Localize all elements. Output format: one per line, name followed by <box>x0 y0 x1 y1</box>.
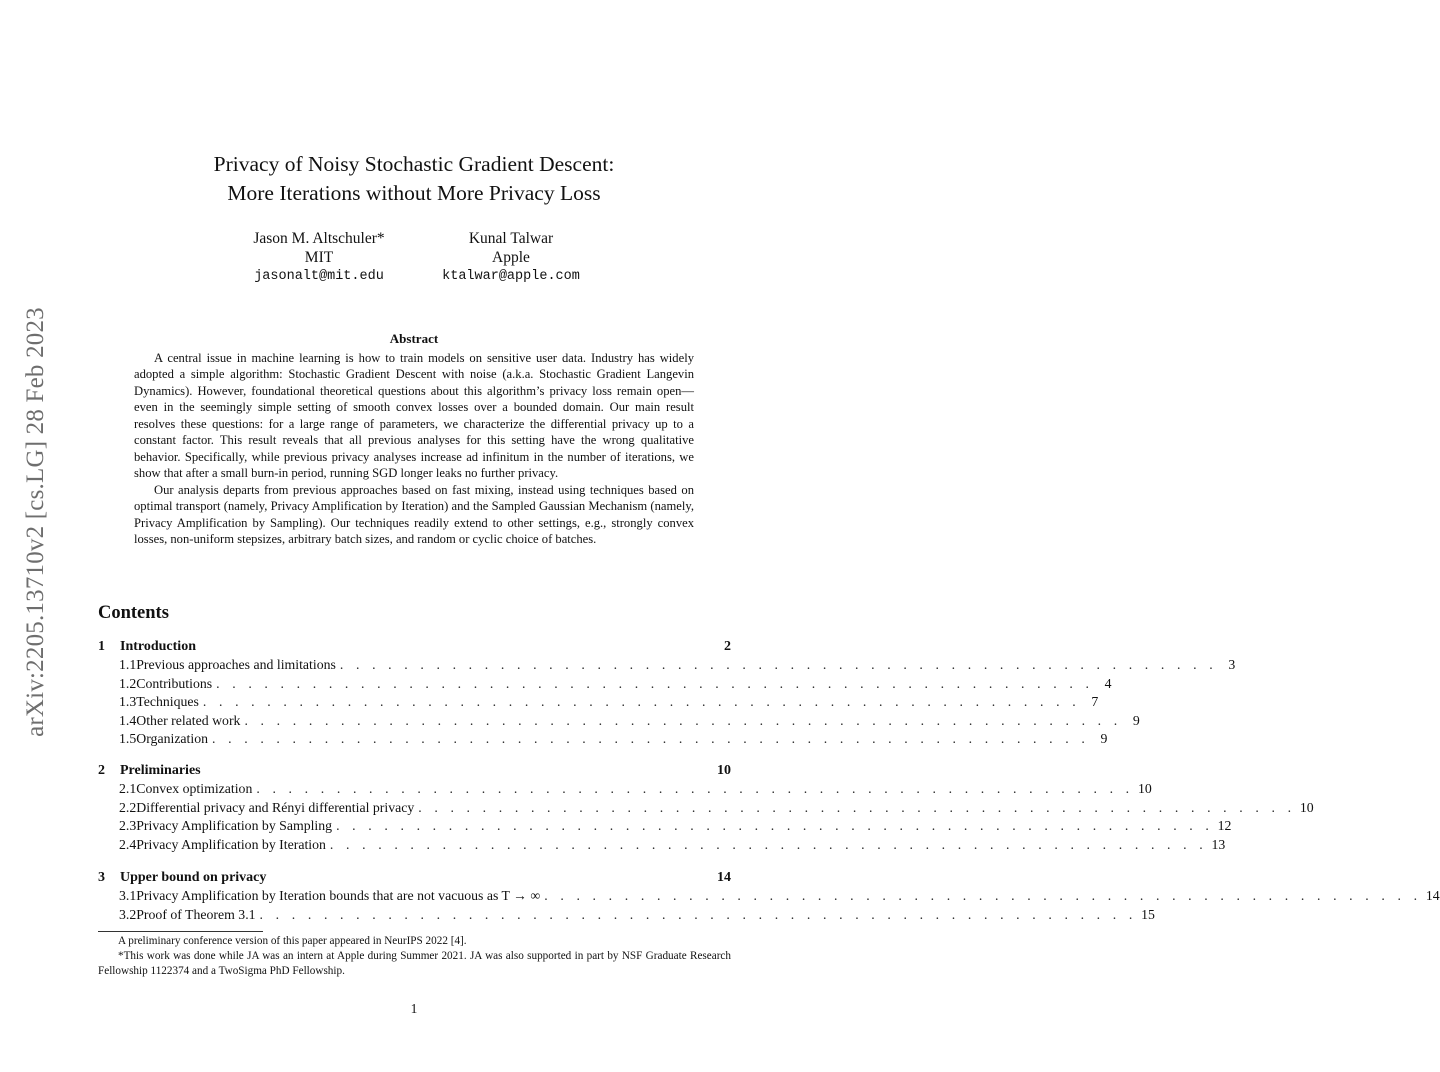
toc-subsection-title: Privacy Amplification by Iteration bounds that are not vacuous as T → ∞ <box>136 888 541 904</box>
toc-subsection-title: Privacy Amplification by Sampling <box>136 818 333 834</box>
toc-subsection-title: Techniques <box>136 694 199 710</box>
toc-subsection-number: 1.4 <box>119 712 137 728</box>
footnote-author-note: *This work was done while JA was an intern at Apple during Summer 2021. JA was also supported in part by NSF Graduate Research Fellowship 1122374 and a TwoSigma PhD Fellowship. <box>98 950 731 978</box>
toc-subsection-title: Privacy Amplification by Iteration <box>136 836 326 852</box>
toc-subsection-entry[interactable] <box>98 694 1099 712</box>
abstract-body <box>134 350 694 547</box>
toc-section-number: 3 <box>98 870 105 885</box>
toc-section-2 <box>98 763 1314 855</box>
toc-page-number: 14 <box>1425 888 1440 904</box>
author-email[interactable]: ktalwar@apple.com <box>442 269 580 284</box>
footnote-conference: A preliminary conference version of this paper appeared in NeurIPS 2022 [4]. <box>118 935 467 947</box>
toc-leader-dots: . . . . . . . . . . . . . . . . . . . . . . . . . . . . . . . . . . . . . . . . . . . . . . . . . . . . . . . <box>259 906 1137 922</box>
toc-page-number: 13 <box>1211 836 1226 852</box>
toc-leader-dots: . . . . . . . . . . . . . . . . . . . . . . . . . . . . . . . . . . . . . . . . . . . . . . . . . . . . . . . <box>216 675 1094 691</box>
toc-subsection-title: Previous approaches and limitations <box>136 657 336 673</box>
author-name: Kunal Talwar <box>468 230 554 247</box>
toc-subsection-number: 2.4 <box>119 836 137 852</box>
toc-subsection-entry[interactable] <box>98 781 1152 799</box>
toc-leader-dots: . . . . . . . . . . . . . . . . . . . . . . . . . . . . . . . . . . . . . . . . . . . . . . . . . . . . . . . <box>336 818 1214 834</box>
toc-subsection-number: 3.1 <box>119 888 137 904</box>
author-block-1 <box>222 229 416 286</box>
title-line-1: Privacy of Noisy Stochastic Gradient Descent: <box>213 152 615 176</box>
toc-page-number: 10 <box>1299 799 1314 815</box>
toc-leader-dots: . . . . . . . . . . . . . . . . . . . . . . . . . . . . . . . . . . . . . . . . . . . . . . . . . . . . . . . <box>244 712 1122 728</box>
abstract-paragraph: A central issue in machine learning is how to train models on sensitive user data. Industry has widely adopted a simple algorithm: Stochastic Gradient Descent with noise (a.k.a. Stochastic Gradient Langevin Dynamics). However, foundational theoretical questions about this algorithm’s privacy loss remain open—even in the seemingly simple setting of smooth convex losses over a bounded domain. Our main result resolves these questions: for a large range of parameters, we characterize the differential privacy up to a constant factor. This result reveals that all previous analyses for this setting have the wrong qualitative behavior. Specifically, while previous privacy analyses increase ad infinitum in the number of iterations, we show that after a small burn-in period, running SGD longer leaks no further privacy. <box>134 351 694 481</box>
toc-subsection-entry[interactable] <box>98 712 1140 731</box>
toc-subsection-number: 2.2 <box>119 799 137 815</box>
toc-subsection-number: 1.3 <box>119 694 137 710</box>
toc-subsection-entry[interactable] <box>98 799 1314 818</box>
toc-subsection-number: 1.1 <box>119 657 137 673</box>
toc-subsection-entry[interactable] <box>98 906 1155 925</box>
toc-subsection-number: 2.3 <box>119 818 137 834</box>
author-affiliation: MIT <box>304 249 334 266</box>
abstract-heading: Abstract <box>389 331 439 346</box>
title-line-2: More Iterations without More Privacy Loss <box>227 181 601 205</box>
toc-page-number: 15 <box>1141 906 1155 922</box>
author-name: Jason M. Altschuler* <box>253 230 385 247</box>
page-number: 1 <box>410 1001 418 1016</box>
toc-leader-dots: . . . . . . . . . . . . . . . . . . . . . . . . . . . . . . . . . . . . . . . . . . . . . . . . . . . . . . . <box>418 799 1296 815</box>
toc-page-number: 10 <box>717 763 731 778</box>
toc-section-entry[interactable] <box>98 639 731 657</box>
toc-section-3 <box>98 870 1440 925</box>
toc-leader-dots: . . . . . . . . . . . . . . . . . . . . . . . . . . . . . . . . . . . . . . . . . . . . . . . . . . . . . . . <box>256 781 1134 797</box>
toc-subsection-number: 1.2 <box>119 675 137 691</box>
toc-subsection-entry[interactable] <box>98 836 1226 855</box>
author-block-2 <box>412 229 610 286</box>
toc-page-number: 9 <box>1100 730 1108 746</box>
toc-page-number: 2 <box>724 639 731 654</box>
toc-subsection-title: Other related work <box>136 712 241 728</box>
toc-page-number: 9 <box>1132 712 1140 728</box>
paper-title <box>100 150 728 208</box>
author-affiliation: Apple <box>492 249 530 266</box>
arxiv-identifier-text: arXiv:2205.13710v2 [cs.LG] 28 Feb 2023 <box>22 307 49 737</box>
footnotes <box>98 934 731 980</box>
toc-subsection-title: Convex optimization <box>136 781 253 797</box>
toc-section-title: Upper bound on privacy <box>120 870 267 885</box>
toc-page-number: 4 <box>1104 675 1112 691</box>
toc-subsection-entry[interactable] <box>98 675 1112 694</box>
toc-subsection-title: Differential privacy and Rényi differential privacy <box>136 799 415 815</box>
toc-subsection-number: 1.5 <box>119 730 137 746</box>
toc-subsection-title: Organization <box>136 730 209 746</box>
toc-leader-dots: . . . . . . . . . . . . . . . . . . . . . . . . . . . . . . . . . . . . . . . . . . . . . . . . . . . . . . . <box>339 657 1218 673</box>
toc-subsection-number: 3.2 <box>119 906 137 922</box>
toc-section-entry[interactable] <box>98 870 731 888</box>
toc-leader-dots: . . . . . . . . . . . . . . . . . . . . . . . . . . . . . . . . . . . . . . . . . . . . . . . . . . . . . . . <box>544 888 1422 904</box>
footnote-rule <box>98 931 263 932</box>
arxiv-identifier <box>8 286 64 758</box>
toc-section-number: 2 <box>98 763 105 778</box>
toc-section-number: 1 <box>98 639 105 654</box>
toc-leader-dots: . . . . . . . . . . . . . . . . . . . . . . . . . . . . . . . . . . . . . . . . . . . . . . . . . . . . . . . <box>212 730 1090 746</box>
abstract-paragraph: Our analysis departs from previous approaches based on fast mixing, instead using techniques based on optimal transport (namely, Privacy Amplification by Iteration) and the Sampled Gaussian Mechanism (namely, Privacy Amplification by Sampling). Our techniques readily extend to other settings, e.g., strongly convex losses, non-uniform stepsizes, arbitrary batch sizes, and random or cyclic choice of batches. <box>134 482 694 546</box>
toc-subsection-number: 2.1 <box>119 781 137 797</box>
toc-page-number: 10 <box>1137 781 1152 797</box>
toc-leader-dots: . . . . . . . . . . . . . . . . . . . . . . . . . . . . . . . . . . . . . . . . . . . . . . . . . . . . . . . <box>202 694 1081 710</box>
toc-page-number: 12 <box>1217 818 1232 834</box>
toc-section-entry[interactable] <box>98 763 731 781</box>
toc-subsection-entry[interactable] <box>98 888 1440 906</box>
toc-section-title: Introduction <box>120 639 196 654</box>
toc-section-1 <box>98 639 1236 749</box>
toc-subsection-title: Contributions <box>136 675 213 691</box>
toc-subsection-entry[interactable] <box>98 730 1108 749</box>
toc-subsection-title: Proof of Theorem 3.1 <box>136 906 256 922</box>
toc-subsection-entry[interactable] <box>98 818 1232 836</box>
contents-heading: Contents <box>98 603 169 623</box>
toc-leader-dots: . . . . . . . . . . . . . . . . . . . . . . . . . . . . . . . . . . . . . . . . . . . . . . . . . . . . . . . <box>329 836 1208 852</box>
toc-subsection-entry[interactable] <box>98 657 1236 675</box>
toc-page-number: 3 <box>1228 657 1236 673</box>
author-email[interactable]: jasonalt@mit.edu <box>254 269 384 284</box>
toc-section-title: Preliminaries <box>120 763 201 778</box>
toc-page-number: 7 <box>1091 694 1099 710</box>
toc-page-number: 14 <box>717 870 731 885</box>
